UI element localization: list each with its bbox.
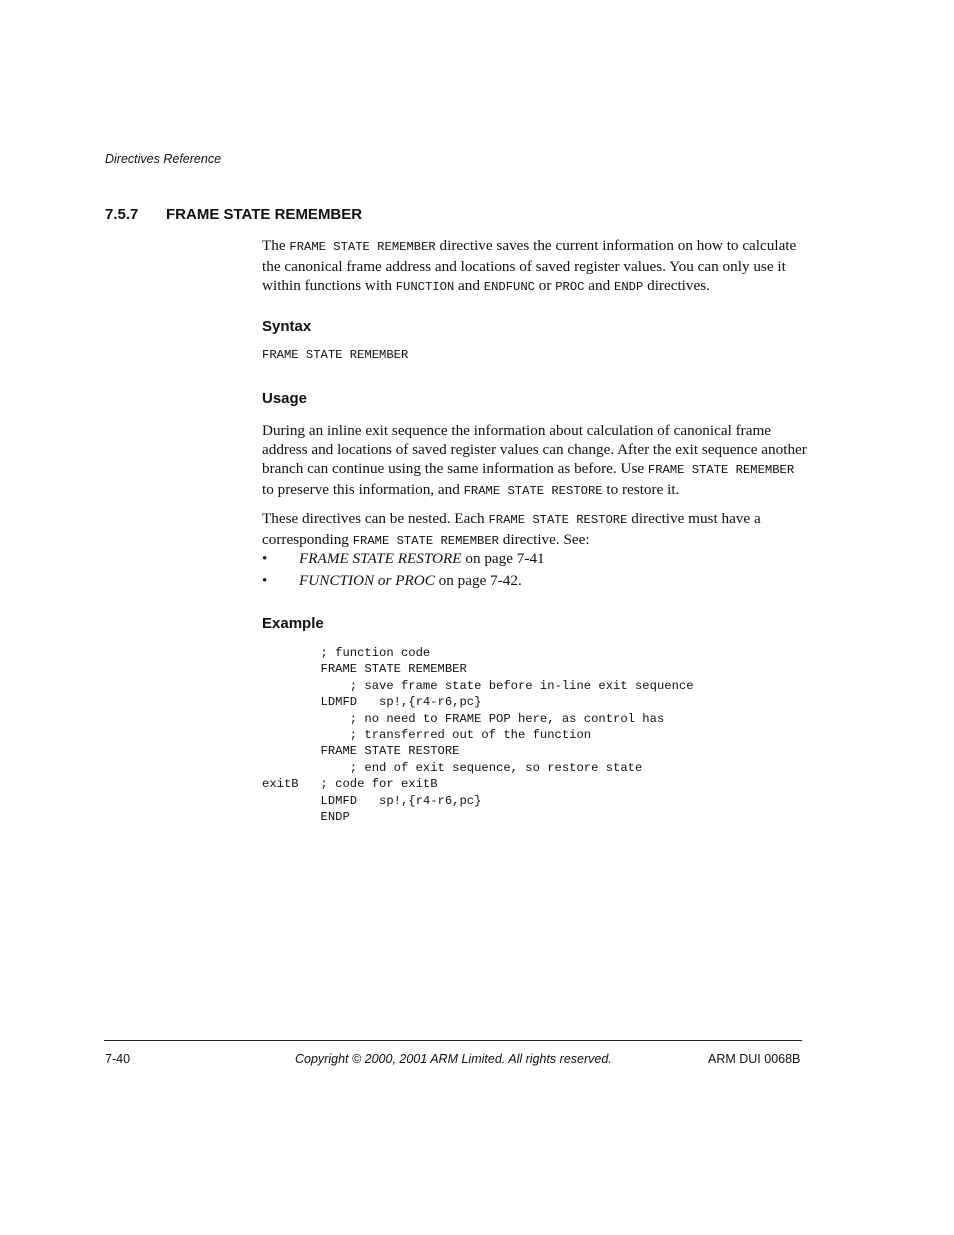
code-run: ENDFUNC: [483, 280, 535, 294]
ref-part: FUNCTION: [299, 572, 375, 589]
text-run: directive must have a corresponding: [262, 510, 761, 548]
cross-reference-link[interactable]: [299, 572, 435, 589]
usage-heading: Usage: [262, 390, 308, 407]
example-heading: Example: [262, 615, 324, 632]
page-reference: on page 7-41: [461, 550, 545, 567]
see-also-list-block: [262, 548, 807, 592]
text-run: These directives can be nested. Each: [262, 510, 489, 527]
text-run: directive saves the current information on how to calculate the canonical frame address and locations of saved register values. You can only use it within functions with: [262, 237, 797, 294]
text-run: and: [584, 277, 615, 294]
text-run: During an inline exit sequence the information about calculation of canonical frame address and locations of saved register values can change. After the exit sequence another branch can continue using the same information as before. Use: [262, 422, 807, 477]
usage-paragraph-2: [262, 509, 807, 551]
section-number: 7.5.7: [105, 206, 139, 223]
usage-paragraph-1: [262, 421, 807, 501]
code-run: FRAME STATE REMEMBER: [289, 240, 436, 254]
bullet-marker: •: [262, 572, 268, 589]
usage-paragraph-2-block: [262, 509, 807, 551]
code-run: FUNCTION: [395, 280, 455, 294]
intro-paragraph-block: [262, 236, 807, 297]
syntax-line: FRAME STATE REMEMBER: [262, 348, 409, 362]
code-run: FRAME STATE RESTORE: [463, 484, 603, 498]
code-run: FRAME STATE RESTORE: [488, 513, 628, 527]
code-run: FRAME STATE REMEMBER: [352, 534, 499, 548]
page-reference: on page 7-42.: [434, 572, 522, 589]
example-code-block: ; function code FRAME STATE REMEMBER ; save frame state before in-line exit sequence LDMFD sp!,{r4-r6,pc} ; no need to FRAME POP here, as control has ; transferred out of the function FRAME STATE RESTORE ; end of exit sequence, so restore state exitB ; code for exitB LDMFD sp!,{r4-r6,pc} ENDP: [262, 646, 694, 825]
code-run: PROC: [555, 280, 585, 294]
footer-rule: [104, 1040, 802, 1041]
list-item: [262, 548, 807, 570]
code-run: FRAME STATE REMEMBER: [647, 463, 795, 477]
cross-reference-link[interactable]: FRAME STATE RESTORE: [299, 550, 462, 567]
text-run: The: [262, 237, 290, 254]
copyright-notice: Copyright © 2000, 2001 ARM Limited. All rights reserved.: [295, 1052, 612, 1066]
text-run: to preserve this information, and: [262, 481, 464, 498]
list-item: [262, 570, 807, 592]
running-header: Directives Reference: [105, 152, 222, 166]
intro-paragraph: [262, 236, 807, 297]
text-run: directives.: [643, 277, 710, 294]
ref-part: PROC: [395, 572, 435, 589]
see-also-list: [262, 548, 807, 592]
ref-part: or: [374, 572, 396, 589]
page-number: 7-40: [105, 1052, 131, 1066]
section-title: FRAME STATE REMEMBER: [166, 206, 363, 223]
bullet-marker: •: [262, 550, 268, 567]
section-heading: [105, 206, 362, 223]
text-run: and: [454, 277, 484, 294]
syntax-heading: Syntax: [262, 318, 312, 335]
document-id: ARM DUI 0068B: [708, 1052, 801, 1066]
usage-paragraph-1-block: [262, 421, 807, 501]
code-run: ENDP: [614, 280, 644, 294]
text-run: to restore it.: [602, 481, 680, 498]
text-run: directive. See:: [498, 531, 590, 548]
text-run: or: [534, 277, 556, 294]
